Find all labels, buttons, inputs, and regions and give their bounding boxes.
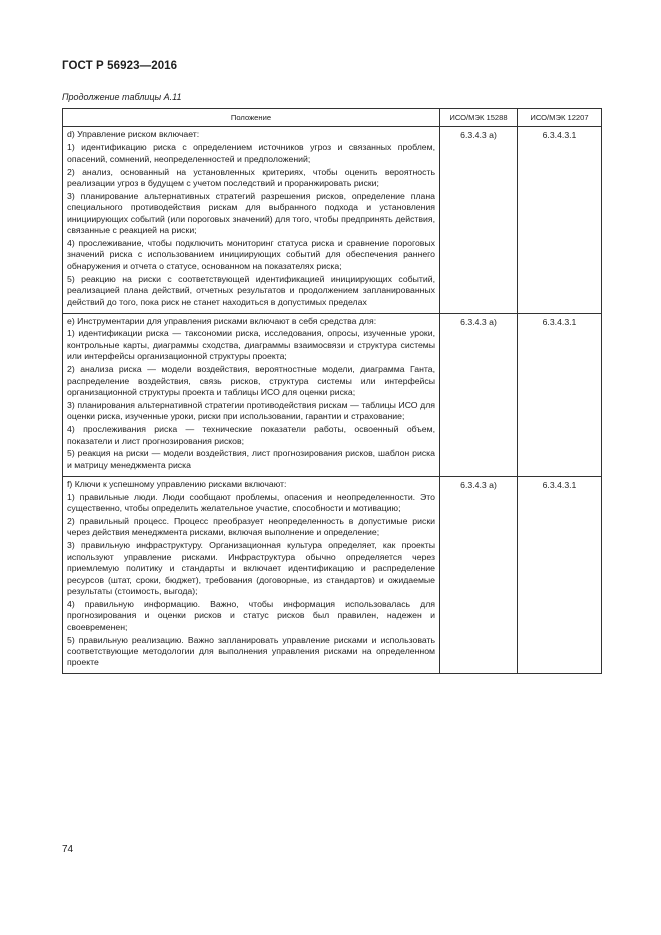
- provision-item: 1) идентификацию риска с определением источников угроз и связанных проблем, опасений, сомнений, неопределенностей и предположений;: [67, 142, 435, 164]
- provision-item: 2) анализ, основанный на установленных критериях, чтобы оценить вероятность реализации угроз в будущем с учетом последствий и проранжировать риски;: [67, 166, 435, 189]
- provision-item: 3) планирования альтернативной стратегии противодействия рискам — таблицы ИСО для оценки риска, изученные уроки, риски при использовании, гарантии и страхование;: [67, 399, 435, 422]
- provision-item: 2) правильный процесс. Процесс преобразует неопределенность в допустимые риски через действия менеджмента рисками, включая выполнение и определение;: [67, 516, 435, 538]
- requirements-table: [62, 108, 602, 674]
- provision-item: 1) правильные люди. Люди сообщают проблемы, опасения и неопределенности. Это существенно, чтобы определить желательное участие, способности и мотивацию;: [67, 491, 435, 514]
- provision-item: 5) правильную реализацию. Важно запланировать управление рисками и использовать соответствующие методологии для выполнения управления рисками на определенном проекте: [67, 634, 435, 668]
- iso15288-ref: 6.3.4.3 a): [440, 127, 518, 313]
- table-header-row: [63, 109, 602, 127]
- table-row: [63, 127, 602, 313]
- provision-item: 2) анализа риска — модели воздействия, вероятностные модели, диаграмма Ганта, распределение воздействия, связь рисков, структура системы или интерфейсы организационной структуры проекта и таблицы ИСО для оценки риска;: [67, 364, 435, 397]
- column-header-iso15288: ИСО/МЭК 15288: [440, 109, 518, 127]
- provision-cell: [63, 127, 440, 313]
- provision-heading: e) Инструментарии для управления рисками включают в себя средства для:: [67, 315, 377, 326]
- iso15288-ref: 6.3.4.3 a): [440, 476, 518, 674]
- provision-heading: f) Ключи к успешному управлению рисками включают:: [67, 478, 287, 489]
- column-header-provision: Положение: [63, 109, 440, 127]
- table-row: [63, 313, 602, 476]
- iso12207-ref: 6.3.4.3.1: [518, 127, 602, 313]
- iso12207-ref: 6.3.4.3.1: [518, 313, 602, 476]
- document-code: ГОСТ Р 56923—2016: [62, 60, 178, 72]
- iso12207-ref: 6.3.4.3.1: [518, 476, 602, 674]
- provision-cell: [63, 476, 440, 674]
- provision-cell: [63, 313, 440, 476]
- provision-item: 3) правильную инфраструктуру. Организационная культура определяет, как проекты используют управление рисками. Инфраструктура обычно определяется через приемлемую политику и стандарты и включает идентификацию и распределение ресурсов (штат, сроки, бюджет), требования (договорные, из стандартов) и ожидаемые результаты (стоимость, выгода);: [67, 540, 435, 596]
- page-number: 74: [62, 844, 74, 855]
- provision-item: 4) правильную информацию. Важно, чтобы информация использовалась для прогнозирования и оценки рисков и статус рисков был правилен, надежен и своевременен;: [67, 598, 435, 632]
- provision-item: 4) прослеживание, чтобы подключить мониторинг статуса риска и сравнение пороговых значений риска с использованием инициирующих событий для обеспечения раннего обнаружения и отчета о статусе, основанном на показателях риска;: [67, 238, 435, 271]
- table-row: [63, 476, 602, 674]
- provision-item: 1) идентификации риска — таксономии риска, исследования, опросы, изученные уроки, контрольные карты, диаграммы сходства, диаграммы взаимосвязи и структура системы или интерфейсы организационной структуры проекта;: [67, 328, 435, 362]
- provision-item: 4) прослеживания риска — технические показатели работы, освоенный объем, показатели и лист прогнозирования рисков;: [67, 424, 435, 446]
- provision-item: 3) планирование альтернативных стратегий разрешения рисков, определение плана специального противодействия рискам для выбранного подхода и установления инициирующих событий (или пороговых значений) для того, чтобы предпринять действия, связанные с реакцией на риски;: [67, 190, 435, 236]
- column-header-iso12207: ИСО/МЭК 12207: [518, 109, 602, 127]
- table-caption: Продолжение таблицы А.11: [62, 92, 182, 102]
- provision-heading: d) Управление риском включает:: [67, 129, 200, 140]
- provision-item: 5) реакция на риски — модели воздействия, лист прогнозирования рисков, шаблон риска и матрицу менеджмента риска: [67, 448, 435, 470]
- provision-item: 5) реакцию на риски с соответствующей идентификацией инициирующих событий, реализацией плана действий, отчетных результатов и продолжением запланированных действий до того, пока риск не станет находиться в допустимых пределах: [67, 273, 435, 307]
- iso15288-ref: 6.3.4.3 a): [440, 313, 518, 476]
